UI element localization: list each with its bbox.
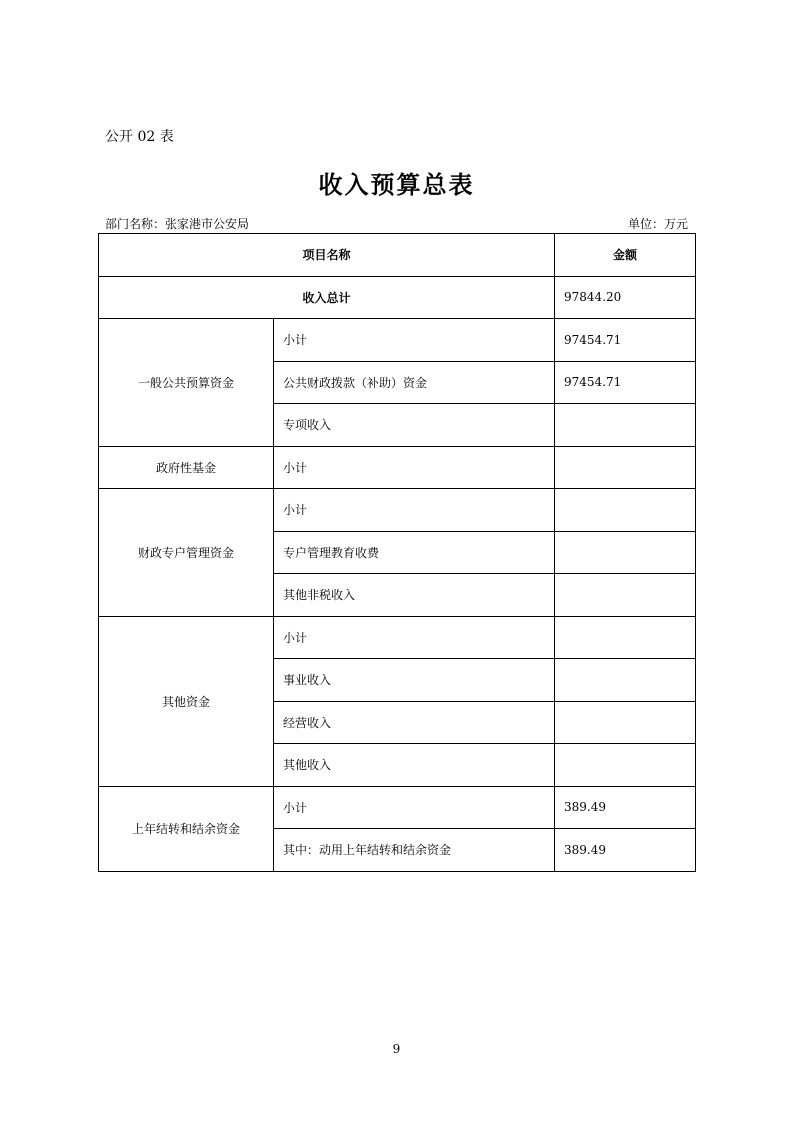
group-name-cell: 政府性基金 bbox=[99, 446, 274, 489]
row-label-cell: 小计 bbox=[274, 616, 555, 659]
row-label-cell: 小计 bbox=[274, 319, 555, 362]
row-label-cell: 其中：动用上年结转和结余资金 bbox=[274, 829, 555, 872]
row-label-cell: 小计 bbox=[274, 446, 555, 489]
page-number: 9 bbox=[392, 1042, 401, 1056]
group-name-cell: 财政专户管理资金 bbox=[99, 489, 274, 617]
row-amount-cell bbox=[555, 531, 696, 574]
row-amount-cell bbox=[555, 659, 696, 702]
row-amount-cell bbox=[555, 446, 696, 489]
row-amount-cell: 97454.71 bbox=[555, 319, 696, 362]
page-title: 收入预算总表 bbox=[318, 171, 475, 199]
total-label: 收入总计 bbox=[99, 276, 555, 319]
row-label-cell: 专项收入 bbox=[274, 404, 555, 447]
income-budget-table bbox=[98, 233, 696, 872]
table-row bbox=[99, 446, 696, 489]
total-row bbox=[99, 276, 696, 319]
row-amount-cell bbox=[555, 574, 696, 617]
row-amount-cell bbox=[555, 489, 696, 532]
row-amount-cell bbox=[555, 701, 696, 744]
header-amount: 金额 bbox=[555, 234, 696, 277]
row-amount-cell: 389.49 bbox=[555, 829, 696, 872]
table-row bbox=[99, 616, 696, 659]
table-row bbox=[99, 489, 696, 532]
form-label: 公开 02 表 bbox=[105, 129, 174, 145]
table-header-row bbox=[99, 234, 696, 277]
header-item-name: 项目名称 bbox=[99, 234, 555, 277]
row-amount-cell: 389.49 bbox=[555, 786, 696, 829]
row-amount-cell bbox=[555, 616, 696, 659]
unit-label: 单位：万元 bbox=[627, 217, 688, 231]
row-label-cell: 经营收入 bbox=[274, 701, 555, 744]
row-label-cell: 公共财政拨款（补助）资金 bbox=[274, 361, 555, 404]
row-label-cell: 其他非税收入 bbox=[274, 574, 555, 617]
row-label-cell: 小计 bbox=[274, 786, 555, 829]
department-name: 部门名称：张家港市公安局 bbox=[105, 217, 250, 231]
group-name-cell: 其他资金 bbox=[99, 616, 274, 786]
table-row bbox=[99, 786, 696, 829]
group-name-cell: 上年结转和结余资金 bbox=[99, 786, 274, 871]
row-label-cell: 其他收入 bbox=[274, 744, 555, 787]
row-label-cell: 小计 bbox=[274, 489, 555, 532]
group-name-cell: 一般公共预算资金 bbox=[99, 319, 274, 447]
row-label-cell: 事业收入 bbox=[274, 659, 555, 702]
row-amount-cell: 97454.71 bbox=[555, 361, 696, 404]
row-label-cell: 专户管理教育收费 bbox=[274, 531, 555, 574]
row-amount-cell bbox=[555, 404, 696, 447]
table-row bbox=[99, 319, 696, 362]
total-amount: 97844.20 bbox=[555, 276, 696, 319]
row-amount-cell bbox=[555, 744, 696, 787]
